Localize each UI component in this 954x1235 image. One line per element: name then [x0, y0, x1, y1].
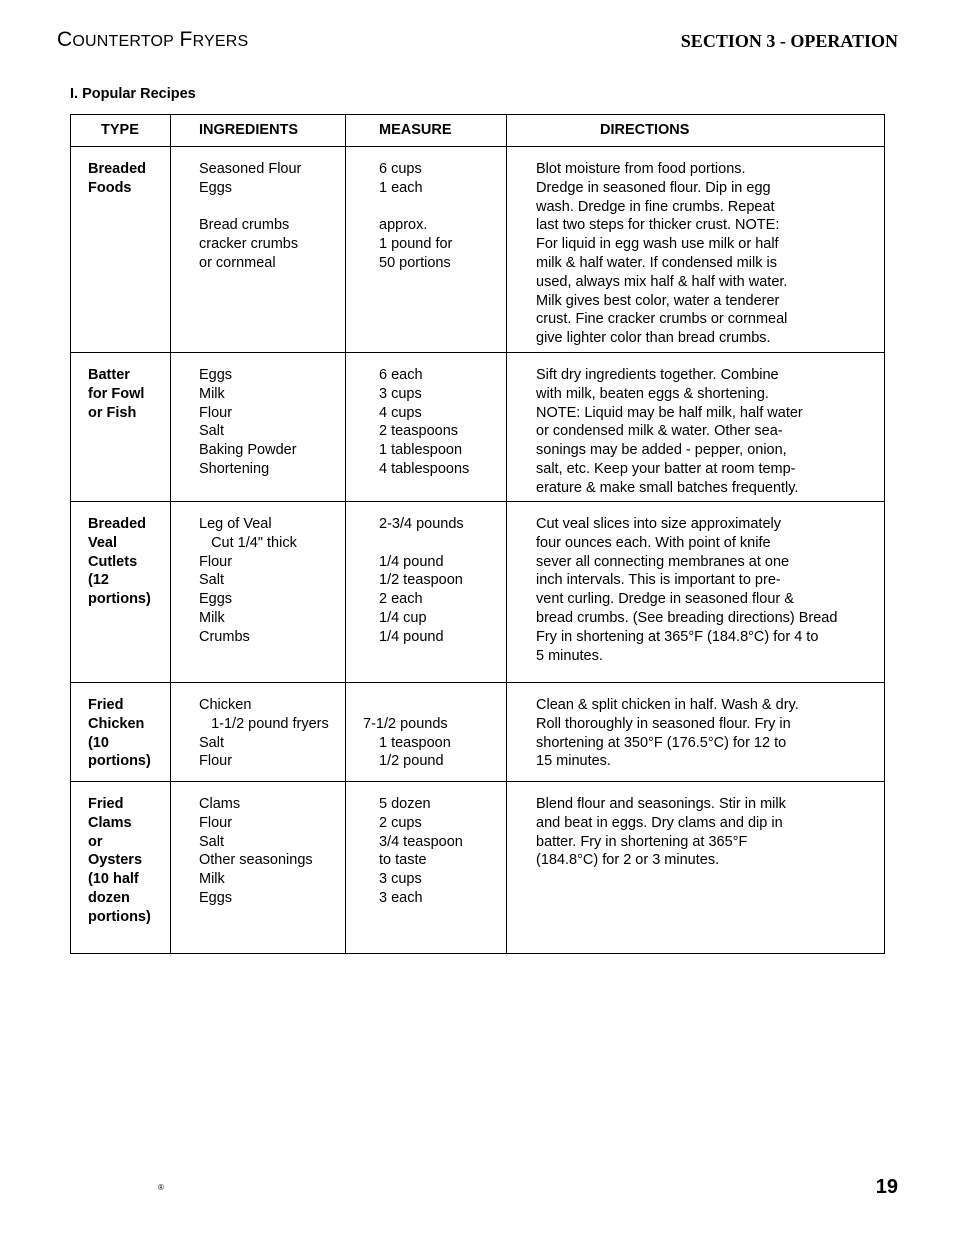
directions-line: Dredge in seasoned flour. Dip in egg: [536, 179, 771, 196]
directions-cell: [507, 353, 885, 502]
measure-line: to taste: [379, 852, 427, 869]
ingredients-line: Flour: [199, 553, 233, 570]
directions-line: vent curling. Dredge in seasoned flour &: [536, 591, 794, 608]
measure-line: 1/2 pound: [379, 753, 444, 770]
directions-line: bread crumbs. (See breading directions) Bread: [536, 609, 838, 626]
table-row: [71, 683, 885, 782]
ingredients-line: Chicken: [199, 697, 252, 713]
directions-cell: [507, 683, 885, 782]
ingredients-line: Seasoned Flour: [199, 161, 302, 177]
recipe-type-line: (10 half: [88, 871, 139, 888]
recipe-type-line: dozen: [88, 889, 130, 906]
directions-line: 15 minutes.: [536, 753, 611, 770]
ingredients-line: Other seasonings: [199, 852, 313, 869]
ingredients-line: Flour: [199, 814, 233, 831]
directions-line: erature & make small batches frequently.: [536, 479, 799, 496]
recipe-type-line: Fried: [88, 697, 124, 713]
measure-line: 1 teaspoon: [379, 734, 451, 751]
directions-line: 5 minutes.: [536, 647, 603, 664]
measure-line: 1 pound for: [379, 236, 453, 253]
ingredients-cell: [171, 353, 346, 502]
measure-line: 5 dozen: [379, 796, 431, 812]
ingredients-line: [199, 198, 345, 217]
directions-line: used, always mix half & half with water.: [536, 273, 788, 290]
measure-line: 2 teaspoons: [379, 423, 459, 440]
column-header-directions: DIRECTIONS: [507, 115, 885, 147]
page-number: 19: [875, 1176, 898, 1198]
recipe-type-line: or: [88, 833, 103, 850]
directions-line: (184.8°C) for 2 or 3 minutes.: [536, 852, 720, 869]
recipe-type-line: portions): [88, 591, 151, 608]
recipe-type-line: portions): [88, 753, 151, 770]
recipe-type-line: (10: [88, 734, 109, 751]
section-header: SECTION 3 - OPERATION: [680, 31, 898, 51]
directions-line: inch intervals. This is important to pre-: [536, 572, 781, 589]
recipe-type-line: (12: [88, 572, 109, 589]
ingredients-line: Cut 1/4" thick: [199, 534, 297, 551]
recipe-type-line: Breaded: [88, 161, 147, 177]
recipe-type-line: Foods: [88, 179, 132, 196]
directions-line: sever all connecting membranes at one: [536, 553, 790, 570]
measure-line: 1/4 pound: [379, 553, 444, 570]
directions-line: or condensed milk & water. Other sea-: [536, 423, 783, 440]
measure-line: 1/4 cup: [379, 609, 427, 626]
directions-line: NOTE: Liquid may be half milk, half water: [536, 404, 803, 421]
directions-line: shortening at 350°F (176.5°C) for 12 to: [536, 734, 787, 751]
measure-line: 1 tablespoon: [379, 442, 463, 459]
directions-line: sonings may be added - pepper, onion,: [536, 442, 787, 459]
measure-line: 2 each: [379, 591, 423, 608]
directions-line: Fry in shortening at 365°F (184.8°C) for 4 to: [536, 628, 819, 645]
directions-line: Milk gives best color, water a tenderer: [536, 292, 780, 309]
directions-line: Blot moisture from food portions.: [536, 161, 746, 177]
measure-line: 1/4 pound: [379, 628, 444, 645]
recipe-type-cell: [71, 353, 171, 502]
recipe-type-line: for Fowl: [88, 385, 145, 402]
ingredients-cell: [171, 683, 346, 782]
recipe-type-line: Batter: [88, 367, 130, 383]
recipes-table: [70, 114, 885, 954]
ingredients-cell: [171, 502, 346, 683]
recipe-type-line: Chicken: [88, 715, 145, 732]
directions-line: and beat in eggs. Dry clams and dip in: [536, 814, 783, 831]
document-title: COUNTERTOP FRYERS: [57, 28, 249, 51]
ingredients-line: Milk: [199, 871, 225, 888]
column-header-type: TYPE: [71, 115, 171, 147]
ingredients-line: Crumbs: [199, 628, 250, 645]
measure-line: 3/4 teaspoon: [379, 833, 463, 850]
ingredients-line: Leg of Veal: [199, 516, 272, 532]
recipe-type-line: Veal: [88, 534, 118, 551]
ingredients-line: Salt: [199, 833, 224, 850]
directions-cell: [507, 502, 885, 683]
measure-line: 6 cups: [379, 161, 422, 177]
directions-line: crust. Fine cracker crumbs or cornmeal: [536, 311, 788, 328]
measure-line: 6 each: [379, 367, 423, 383]
directions-line: Clean & split chicken in half. Wash & dry.: [536, 697, 799, 713]
measure-cell: [346, 782, 507, 954]
recipe-type-line: Oysters: [88, 852, 143, 869]
measure-line: 2 cups: [379, 814, 422, 831]
ingredients-line: Flour: [199, 404, 233, 421]
ingredients-line: Baking Powder: [199, 442, 297, 459]
ingredients-line: Salt: [199, 734, 224, 751]
table-row: [71, 502, 885, 683]
ingredients-line: Milk: [199, 609, 225, 626]
recipe-type-cell: [71, 502, 171, 683]
recipe-type-line: portions): [88, 908, 151, 925]
measure-line: [379, 198, 506, 217]
measure-cell: [346, 502, 507, 683]
directions-line: Roll thoroughly in seasoned flour. Fry in: [536, 715, 791, 732]
measure-line: [379, 696, 506, 715]
recipe-type-cell: [71, 782, 171, 954]
ingredients-line: Flour: [199, 753, 233, 770]
directions-cell: [507, 782, 885, 954]
ingredients-line: Clams: [199, 796, 241, 812]
directions-line: Blend flour and seasonings. Stir in milk: [536, 796, 786, 812]
column-header-ingredients: INGREDIENTS: [171, 115, 346, 147]
directions-line: four ounces each. With point of knife: [536, 534, 771, 551]
measure-cell: [346, 353, 507, 502]
measure-line: 3 cups: [379, 871, 422, 888]
directions-line: wash. Dredge in fine crumbs. Repeat: [536, 198, 775, 215]
ingredients-line: Salt: [199, 423, 224, 440]
measure-line: [379, 534, 506, 553]
directions-line: with milk, beaten eggs & shortening.: [536, 385, 769, 402]
ingredients-line: Eggs: [199, 591, 233, 608]
directions-cell: [507, 147, 885, 353]
measure-line: 1 each: [379, 179, 423, 196]
measure-cell: [346, 147, 507, 353]
directions-line: salt, etc. Keep your batter at room temp-: [536, 460, 796, 477]
recipe-type-line: Breaded: [88, 516, 147, 532]
measure-line: 4 tablespoons: [379, 460, 470, 477]
directions-line: Sift dry ingredients together. Combine: [536, 367, 779, 383]
measure-line: 2-3/4 pounds: [379, 516, 464, 532]
measure-line: 7-1/2 pounds: [363, 715, 448, 732]
recipe-type-cell: [71, 147, 171, 353]
ingredients-line: Eggs: [199, 889, 233, 906]
recipe-type-line: Fried: [88, 796, 124, 812]
ingredients-line: 1-1/2 pound fryers: [199, 715, 329, 732]
directions-line: Cut veal slices into size approximately: [536, 516, 781, 532]
section-title: I. Popular Recipes: [70, 86, 196, 102]
recipe-type-line: Cutlets: [88, 553, 138, 570]
ingredients-cell: [171, 147, 346, 353]
directions-line: For liquid in egg wash use milk or half: [536, 236, 779, 253]
measure-line: 50 portions: [379, 254, 451, 271]
directions-line: last two steps for thicker crust. NOTE:: [536, 217, 780, 234]
ingredients-line: Eggs: [199, 179, 233, 196]
recipe-type-line: Clams: [88, 814, 132, 831]
ingredients-line: Eggs: [199, 367, 233, 383]
directions-line: milk & half water. If condensed milk is: [536, 254, 777, 271]
recipe-type-cell: [71, 683, 171, 782]
table-row: [71, 353, 885, 502]
measure-cell: [346, 683, 507, 782]
measure-line: 3 each: [379, 889, 423, 906]
ingredients-line: or cornmeal: [199, 254, 276, 271]
measure-line: 3 cups: [379, 385, 422, 402]
directions-line: batter. Fry in shortening at 365°F: [536, 833, 748, 850]
ingredients-line: cracker crumbs: [199, 236, 299, 253]
directions-line: give lighter color than bread crumbs.: [536, 330, 771, 347]
table-row: [71, 782, 885, 954]
registered-mark: ®: [158, 1183, 164, 1192]
ingredients-line: Bread crumbs: [199, 217, 290, 234]
recipe-type-line: or Fish: [88, 404, 137, 421]
measure-line: 4 cups: [379, 404, 422, 421]
table-row: [71, 147, 885, 353]
ingredients-line: Salt: [199, 572, 224, 589]
measure-line: approx.: [379, 217, 428, 234]
ingredients-line: Shortening: [199, 460, 270, 477]
table-header-row: [71, 115, 885, 147]
ingredients-cell: [171, 782, 346, 954]
measure-line: 1/2 teaspoon: [379, 572, 463, 589]
column-header-measure: MEASURE: [346, 115, 507, 147]
ingredients-line: Milk: [199, 385, 225, 402]
